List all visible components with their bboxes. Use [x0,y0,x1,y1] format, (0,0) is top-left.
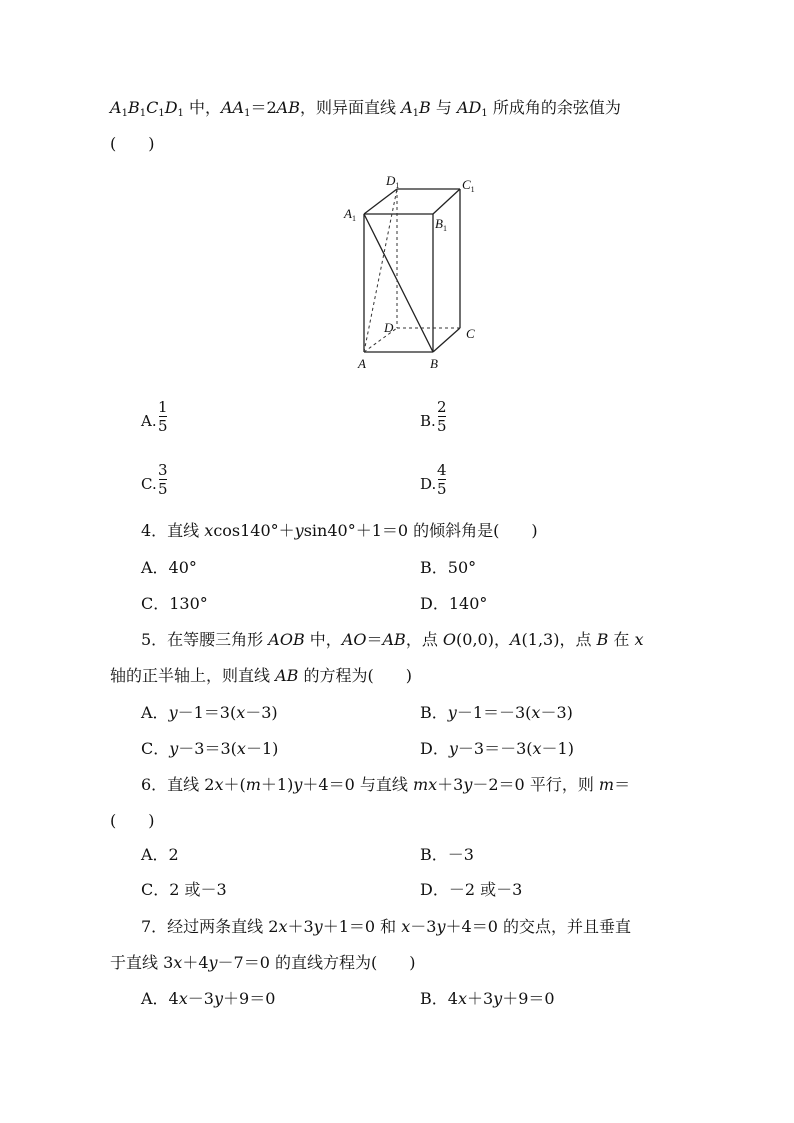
q5-opt-text: －3＝－3( [457,739,533,758]
q5-opt-text: B． [420,703,448,722]
segment-a1-b [364,214,433,352]
q6-option-d: D．－2 或－3 [420,880,523,899]
q3-option-d-fraction [437,461,447,498]
q7-opt-text: ＋3 [466,989,494,1008]
q5-text: 5．在等腰三角形 [141,630,269,649]
q5-opt-text: x [532,739,542,758]
q6-text: ＋1) [260,775,294,794]
q5-opt-text: x [236,703,246,722]
q5-opt-text: x [236,739,246,758]
q3-option-c-fraction [158,461,168,498]
fraction-denominator: 5 [437,417,447,435]
q5-opt-text: －3) [540,703,573,722]
q7-option-b [420,988,555,1010]
q6-text: －2＝0 平行，则 [472,775,599,794]
label-c: C [466,326,475,341]
q4-text: y [294,521,304,540]
q4-option-c: C．130° [141,594,208,613]
fraction-denominator: 5 [158,417,168,435]
edge-b-c [433,328,460,352]
q5-text: 在 [608,630,635,649]
prism-figure [340,172,490,372]
q4-option-a: A．40° [141,558,197,577]
q3-text: A [110,98,122,117]
q6-stem-line1 [141,774,630,796]
q3-option-b-fraction [437,398,447,435]
q5-opt-text: C． [141,739,170,758]
q3-text: 1 [121,108,128,119]
q5-text: 中， [304,630,342,649]
fraction-numerator: 3 [158,461,168,479]
q7-text: y [208,953,218,972]
q5-opt-text: －1) [541,739,574,758]
q5-text: (1,3)，点 [521,630,597,649]
q3-text: ，则异面直线 [299,98,402,117]
q7-text: ＋4 [182,953,209,972]
q7-text: x [401,917,411,936]
q5-opt-text: －1＝3( [177,703,237,722]
q7-opt-text: ＋9＝0 [223,989,276,1008]
q7-opt-text: B．4 [420,989,458,1008]
fraction-numerator: 1 [158,398,168,416]
q6-text: mx [412,775,438,794]
q7-opt-text: －3 [187,989,214,1008]
q7-opt-text: A．4 [141,989,179,1008]
q3-text: A [401,98,413,117]
q3-text: ＝2 [250,98,277,117]
q6-text: 6．直线 2 [141,775,215,794]
q3-text: 1 [244,108,251,119]
q3-text: AA [221,98,245,117]
q4-text: 4．直线 [141,521,205,540]
q5-text: ，点 [405,630,443,649]
q5-stem-line2 [110,665,412,687]
label-b: B [430,356,438,371]
fraction-numerator: 2 [437,398,447,416]
label-b1: $B_1$ [435,216,447,233]
edge-a1-d1 [364,189,397,214]
q3-stem-line1 [110,97,621,125]
q5-opt-text: －1) [245,739,279,758]
q5-opt-text: －3) [245,703,278,722]
fraction-denominator: 5 [158,480,168,498]
q5-opt-text: －1＝－3( [456,703,532,722]
q3-text: C [146,98,159,117]
q6-text: y [293,775,303,794]
q3-answer-blank: ( ) [110,134,155,153]
q5-opt-text: y [448,739,458,758]
q3-option-b-label: B. [420,412,436,430]
q3-text: D [164,98,178,117]
fraction-denominator: 5 [437,480,447,498]
q4-option-b: B．50° [420,558,477,577]
label-d1: $D_1$ [386,173,400,190]
q3-text: AD [456,98,482,117]
q3-text: 与 [430,98,457,117]
q5-text: ＝ [366,630,383,649]
q6-answer-blank: ( ) [110,811,155,830]
q5-text: AO [341,630,367,649]
q4-text: cos140°＋ [213,521,295,540]
q5-opt-text: D． [420,739,449,758]
q6-option-a: A．2 [141,845,179,864]
q5-opt-text: y [447,703,457,722]
q5-option-c [141,738,278,760]
q7-opt-text: x [457,989,467,1008]
q6-option-b: B．－3 [420,845,474,864]
q4-stem [141,520,538,542]
q7-text: ＋1＝0 和 [322,917,402,936]
q6-text: m [598,775,615,794]
q7-text: y [436,917,446,936]
q3-text: 中， [183,98,221,117]
q3-text: 1 [139,108,147,119]
q7-text: 7．经过两条直线 2 [141,917,279,936]
q3-text: 所成角的余弦值为 [487,98,621,117]
q5-text: (0,0)， [456,630,510,649]
q4-text: x [204,521,214,540]
q7-text: 于直线 3 [110,953,174,972]
q3-option-a-label: A. [141,412,157,430]
q6-text: y [463,775,473,794]
q3-text: 1 [177,108,184,119]
edge-c1-b1 [433,189,460,214]
q6-text: x [214,775,224,794]
q5-text: 轴的正半轴上，则直线 [110,666,276,685]
q5-text: O [442,630,457,649]
q7-text: －3 [410,917,437,936]
q3-text: 1 [481,108,488,119]
q7-text: ＋3 [287,917,314,936]
q7-opt-text: y [213,989,224,1008]
q5-text: AB [382,630,406,649]
q5-opt-text: y [168,703,178,722]
q3-text: 1 [412,108,420,119]
q7-opt-text: x [178,989,188,1008]
q5-stem-line1 [141,629,644,651]
q7-stem-line1 [141,916,631,938]
q7-opt-text: ＋9＝0 [502,989,555,1008]
q4-option-d: D．140° [420,594,488,613]
label-d: D [384,320,394,335]
q7-stem-line2 [110,952,415,974]
q5-text: AOB [268,630,305,649]
q7-text: ＋4＝0 的交点，并且垂直 [445,917,631,936]
q6-option-c: C．2 或－3 [141,880,227,899]
q6-text: ＋( [223,775,246,794]
q7-text: x [173,953,183,972]
q5-option-b [420,702,573,724]
q6-text: ＝ [614,775,631,794]
label-a: A [358,356,366,371]
q7-text: x [278,917,288,936]
q3-option-d-label: D. [420,475,437,493]
q5-opt-text: y [169,739,179,758]
label-a1: $A_1$ [344,206,356,223]
q5-opt-text: x [531,703,541,722]
q5-text: AB [275,666,299,685]
q3-text: B [419,98,431,117]
q4-text: sin40°＋1＝0 的倾斜角是( ) [303,521,538,540]
q7-text: y [313,917,323,936]
q6-text: ＋4＝0 与直线 [302,775,413,794]
q5-option-d [420,738,574,760]
q5-text: B [596,630,609,649]
q5-opt-text: －3＝3( [178,739,237,758]
q6-text: m [245,775,261,794]
q3-text: AB [276,98,300,117]
q5-text: 的方程为( ) [298,666,412,685]
label-c1: $C_1$ [462,177,475,194]
q3-option-a-fraction [158,398,168,435]
q5-text: A [509,630,522,649]
q3-option-c-label: C. [141,475,157,493]
q6-text: ＋3 [437,775,464,794]
q5-opt-text: A． [141,703,169,722]
q3-text: 1 [158,108,165,119]
q5-option-a [141,702,278,724]
q5-text: x [634,630,644,649]
q7-option-a [141,988,275,1010]
q3-text: B [127,98,140,117]
q7-text: －7＝0 的直线方程为( ) [217,953,416,972]
q7-opt-text: y [493,989,503,1008]
fraction-numerator: 4 [437,461,447,479]
